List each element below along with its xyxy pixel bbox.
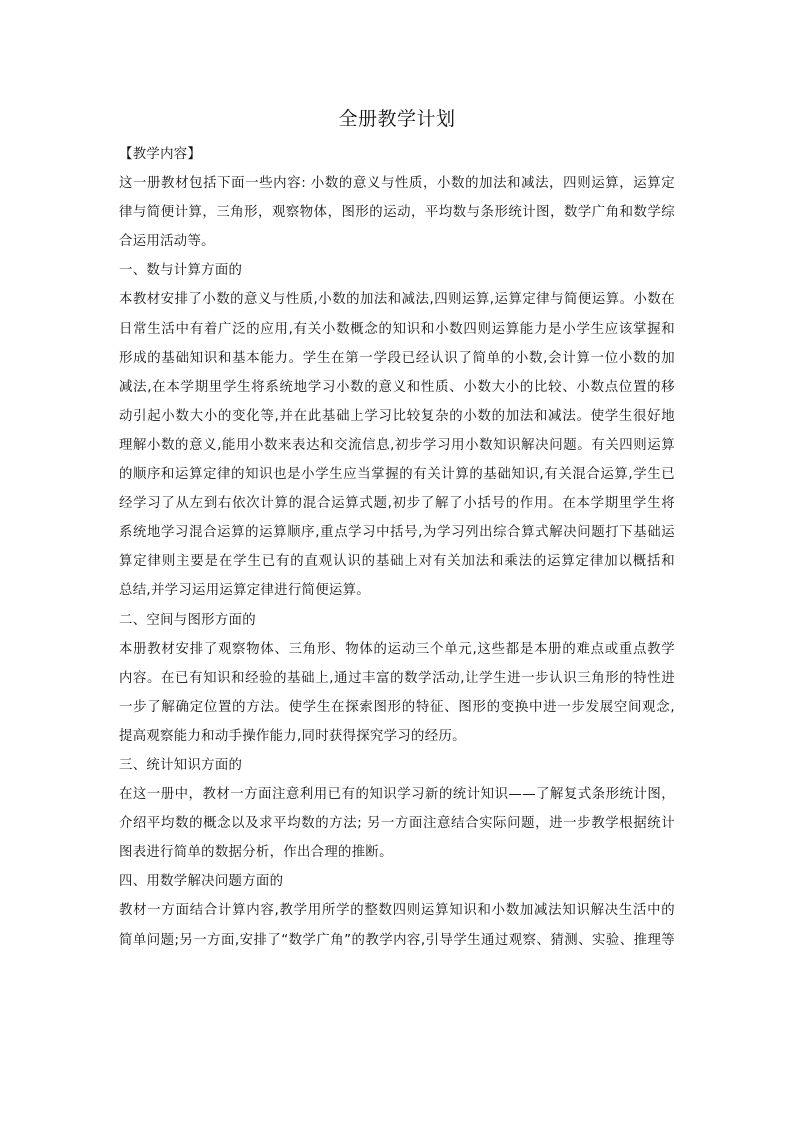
- paragraph-line: 本教材安排了小数的意义与性质,小数的加法和减法,四则运算,运算定律与简便运算。小数在: [119, 292, 675, 308]
- paragraph-line: 本册教材安排了观察物体、三角形、物体的运动三个单元,这些都是本册的难点或重点教学: [119, 641, 675, 657]
- paragraph-line: 经学习了从左到右依次计算的混合运算式题,初步了解了小括号的作用。在本学期里学生将: [119, 496, 675, 512]
- section-heading-number-calculation: 一、数与计算方面的: [119, 263, 243, 279]
- section-heading-space-shape: 二、空间与图形方面的: [119, 612, 256, 628]
- document-page: [119, 100, 675, 955]
- page-title: 全册教学计划: [338, 108, 456, 130]
- paragraph-line: 图表进行简单的数据分析，作出合理的推断。: [119, 845, 393, 861]
- paragraph-line: 动引起小数大小的变化等,并在此基础上学习比较复杂的小数的加法和减法。使学生很好地: [119, 408, 675, 424]
- paragraph-line: 内容。在已有知识和经验的基础上,通过丰富的数学活动,让学生进一步认识三角形的特性进: [119, 670, 675, 686]
- paragraph-line: 合运用活动等。: [119, 234, 215, 250]
- paragraph-line: 总结,并学习运用运算定律进行简便运算。: [119, 583, 370, 599]
- paragraph-line: 介绍平均数的概念以及求平均数的方法; 另一方面注意结合实际问题，进一步教学根据统计: [119, 816, 675, 832]
- paragraph-line: 一步了解确定位置的方法。使学生在探索图形的特征、图形的变换中进一步发展空间观念,: [119, 699, 675, 715]
- paragraph-line: 系统地学习混合运算的运算顺序,重点学习中括号,为学习列出综合算式解决问题打下基础运: [119, 525, 675, 541]
- section-heading-statistics: 三、统计知识方面的: [119, 757, 243, 773]
- paragraph-line: 在这一册中，教材一方面注意利用已有的知识学习新的统计知识——了解复式条形统计图，: [119, 787, 675, 803]
- paragraph-line: 减法,在本学期里学生将系统地学习小数的意义和性质、小数大小的比较、小数点位置的移: [119, 379, 675, 395]
- paragraph-line: 的顺序和运算定律的知识也是小学生应当掌握的有关计算的基础知识,有关混合运算,学生已: [119, 467, 675, 483]
- section-heading-problem-solving: 四、用数学解决问题方面的: [119, 874, 284, 890]
- paragraph-line: 律与简便计算，三角形，观察物体，图形的运动，平均数与条形统计图，数学广角和数学综: [119, 205, 675, 221]
- paragraph-line: 形成的基础知识和基本能力。学生在第一学段已经认识了简单的小数,会计算一位小数的加: [119, 350, 675, 366]
- paragraph-line: 提高观察能力和动手操作能力,同时获得探究学习的经历。: [119, 728, 466, 744]
- paragraph-line: 日常生活中有着广泛的应用,有关小数概念的知识和小数四则运算能力是小学生应该掌握和: [119, 321, 675, 337]
- paragraph-line: 算定律则主要是在学生已有的直观认识的基础上对有关加法和乘法的运算定律加以概括和: [119, 554, 675, 570]
- paragraph-line: 理解小数的意义,能用小数来表达和交流信息,初步学习用小数知识解决问题。有关四则运算: [119, 437, 675, 453]
- paragraph-line: 简单问题;另一方面,安排了“数学广角”的教学内容,引导学生通过观察、猜测、实验、推理等: [119, 932, 675, 948]
- paragraph-line: 这一册教材包括下面一些内容: 小数的意义与性质，小数的加法和减法，四则运算，运算定: [119, 176, 675, 192]
- section-heading-content: 【教学内容】: [119, 147, 202, 162]
- paragraph-line: 教材一方面结合计算内容,教学用所学的整数四则运算知识和小数加减法知识解决生活中的: [119, 903, 675, 919]
